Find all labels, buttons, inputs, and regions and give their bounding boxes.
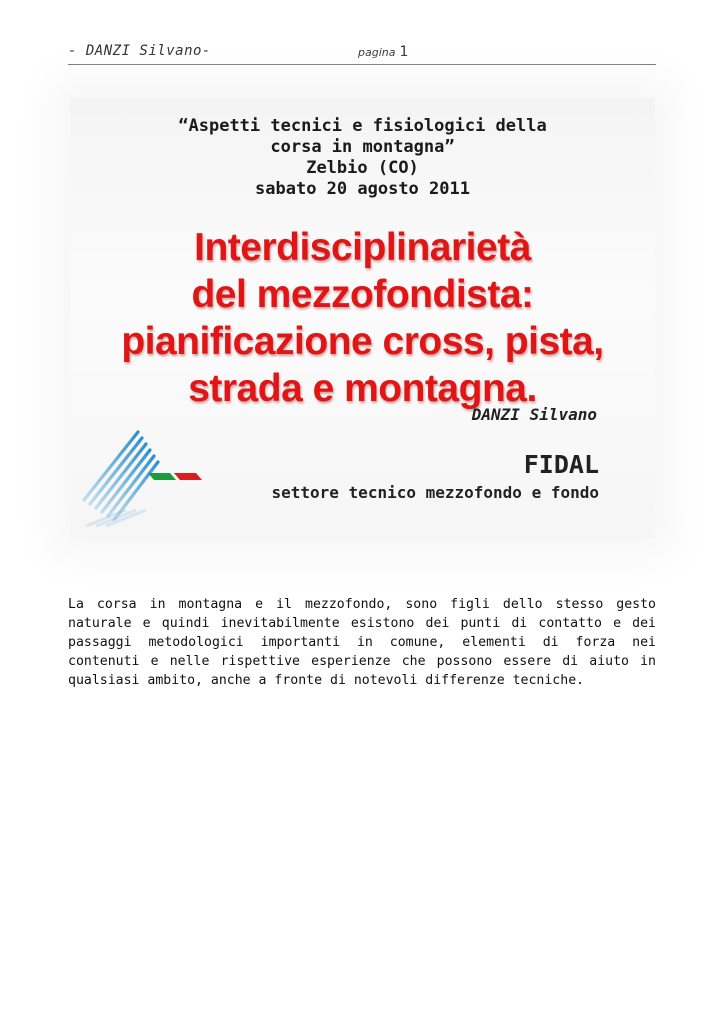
header-author: - DANZI Silvano-: [68, 43, 211, 59]
page-number: 1: [399, 44, 409, 60]
subtitle-line: sabato 20 agosto 2011: [255, 179, 470, 199]
event-subtitle: [70, 116, 655, 200]
header-page: [358, 44, 408, 60]
subtitle-line: “Aspetti tecnici e fisiologici della: [178, 116, 547, 136]
org-subtitle: settore tecnico mezzofondo e fondo: [271, 483, 599, 502]
title-line: strada e montagna.: [188, 367, 537, 410]
page-label: pagina: [358, 46, 396, 59]
subtitle-line: Zelbio (CO): [306, 158, 419, 178]
title-banner: [70, 98, 655, 538]
banner-author: DANZI Silvano: [471, 405, 597, 424]
subtitle-line: corsa in montagna”: [270, 137, 455, 157]
title-line: del mezzofondista:: [191, 273, 534, 316]
main-title: [70, 224, 655, 412]
title-line: Interdisciplinarietà: [194, 226, 531, 269]
intro-paragraph: La corsa in montagna e il mezzofondo, sono figli dello stesso gesto naturale e quindi inevitabilmente esistono dei punti di contatto e dei passaggi metodologici importanti in comune, elementi di forza nei contenuti e nelle rispettive esperienze che possono essere di aiuto in qualsiasi ambito, anche a fronte di notevoli differenze tecniche.: [68, 597, 656, 689]
fidal-logo: [78, 428, 203, 528]
org-name: FIDAL: [523, 450, 599, 479]
title-line: pianificazione cross, pista,: [121, 320, 604, 363]
page-header: [68, 40, 656, 65]
